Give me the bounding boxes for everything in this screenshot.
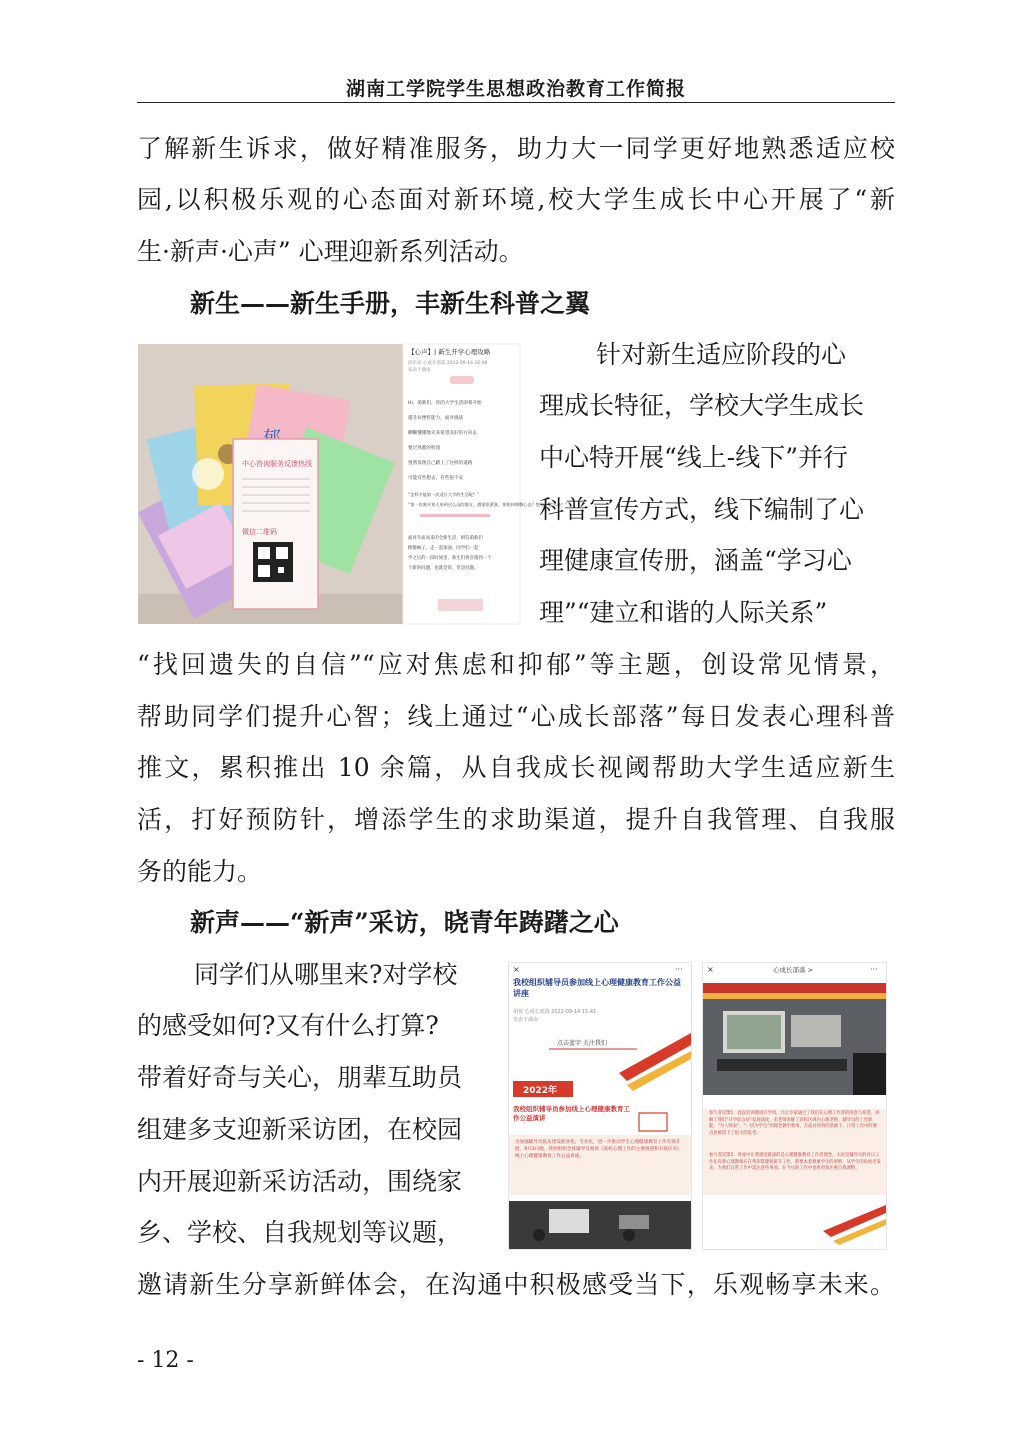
handbook-photo-art (138, 344, 568, 624)
paragraph-line: 科普宣传方式，线下编制了心 (539, 495, 865, 524)
paragraph-line: 活，打好预防针，增添学生的求助渠道，提升自我管理、自我服 (137, 805, 895, 834)
paragraph-line: 中心特开展“线上-线下”并行 (539, 443, 849, 472)
paragraph-line: 的感受如何?又有什么打算? (137, 1011, 439, 1040)
article-meta: 邱乐乐 心成长部落 2022-09-14 16:08 (408, 361, 488, 366)
article-line: 糊糊懂懂地未来希望美好的方向去 (408, 431, 477, 436)
handbook-photo (138, 344, 568, 624)
article-line: 学之后的一段时间里，新生们将会遇到一个 (408, 556, 492, 561)
section-heading-xinsheng: 新生——新生手册，丰新生科普之翼 (190, 289, 591, 318)
feedback-body-2: 参与者反馈2：讲座中让我感受最深的是心理健康教育工作者理念，大论是辅导员的对日工作还有新心理教师应在帮你搭建新研开工作，都要本着尊重学生的原则，从学生的角度出发来，为我们日常工作中需注意些事项。在今后的工作中也将更加注重自我调整。 (709, 1153, 881, 1171)
article-line: 要过熟悉的校园 (408, 446, 441, 451)
page-number: - 12 - (137, 1348, 194, 1373)
paragraph-line: 园,以积极乐观的心态面对新环境,校大学生成长中心开展了“新 (137, 185, 895, 214)
paragraph-line: 内开展迎新采访活动，围绕家 (137, 1167, 463, 1196)
lecture-article-body: 为加强辅导员队伍建设职业化、专业化，进一步推动学生心理健康教育工作有效开展，9月3日晚，我校组织全体辅导员观看《高校心理工作的主要困惑和有效应对》线上心理健康教育工作公益讲座。 (515, 1140, 682, 1159)
paragraph-line: 理成长特征，学校大学生成长 (539, 391, 865, 420)
close-icon: × (513, 965, 520, 974)
lecture-article-screenshot (508, 962, 692, 1250)
feedback-article-screenshot (702, 962, 887, 1250)
paragraph-line: 务的能力。 (137, 857, 263, 886)
paragraph-line: 同学们从哪里来?对学校 (194, 960, 458, 989)
booklet-title: 中心咨询服务反馈热线 (242, 460, 312, 468)
header-rule (137, 102, 895, 103)
paragraph-line: 帮助同学们提升心智；线上通过“心成长部落”每日发表心理科普 (137, 702, 895, 731)
feedback-article-title: 心成长部落 > (773, 966, 814, 974)
section-heading-xinsheng-interview: 新声——“新声”采访，晓青年踌躇之心 (190, 908, 619, 937)
lecture-article-location: 发表于湖南 (513, 1017, 539, 1023)
paragraph-line: “找回遗失的自信”“应对焦虑和抑郁”等主题，创设常见情景， (137, 650, 895, 679)
year-badge: 2022年 (523, 1086, 558, 1096)
paragraph-line: 邀请新生分享新鲜体会，在沟通中积极感受当下，乐观畅享未来。 (137, 1270, 895, 1299)
page-header-title: 湖南工学院学生思想政治教育工作简报 (345, 78, 686, 100)
lecture-article-art (509, 963, 691, 1249)
paragraph-line: 生·新声·心声” 心理迎新系列活动。 (137, 237, 524, 266)
article-line: 提升抗挫折能力，面对挑战 (408, 416, 464, 421)
article-line: 悦然发现自己踏上了这样的道路 (408, 461, 473, 466)
article-line: 撸撸袖子，走一起加油，同学们一起 (408, 546, 479, 551)
article-line: “怎样才能第一次适应大学的生活呢？” (408, 492, 480, 497)
paragraph-line: 乡、学校、自我规划等议题， (137, 1218, 463, 1247)
paragraph-line: 带着好奇与关心，朋辈互助员 (137, 1063, 463, 1092)
lecture-banner: 我校组织辅导员参加线上心理健康教育工作公益演讲 (513, 1105, 630, 1122)
article-line: 个新的问题，也就是说，但是问题。 (408, 566, 479, 571)
article-line: Hi，萌新们，你的大学生活即将开始 (408, 401, 482, 406)
paragraph-line: 理健康宣传册，涵盖“学习心 (539, 546, 852, 575)
article-line: 面对升面而来的全新生活，相信萌新们 (408, 536, 483, 541)
follow-banner: 点击蓝字 关注我们 (557, 1040, 607, 1047)
more-icon: ··· (675, 965, 683, 974)
paragraph-line: 理”“建立和谐的人际关系” (539, 598, 828, 627)
article-line: “第一次离开家人来到这么远的地方，感觉很紧张，要如何调整心态？想家了怎么办？” (408, 502, 568, 507)
paragraph-line: 了解新生诉求，做好精准服务，助力大一同学更好地熟悉适应校 (137, 134, 895, 163)
feedback-body-1: 参与者反馈1：此次培训邀请开学周，几位专家通过了我们在心理工作者的困惑与希望，讲解了我们“开学综合症”发现高度，来老师讲解了高校区域内心理老师、辅导员的工作职能，“为人师表”，“一切为学生”的理念教学新岗，在面对咨询的基础下，日常工作中的要点也被留下了很大的思考。 (709, 1111, 880, 1136)
more-icon: ··· (870, 965, 878, 974)
article-title: 【心声】| 新生开学心理攻略 (408, 348, 491, 356)
lecture-article-meta: 胡悦 心成长部落 2022-09-14 15:41 (513, 1009, 597, 1015)
article-line: 可能有些想去，有些很不安 (408, 476, 464, 481)
paragraph-line: 针对新生适应阶段的心 (596, 340, 847, 369)
paragraph-line: 组建多支迎新采访团，在校园 (137, 1115, 463, 1144)
lecture-article-title: 我校组织辅导员参加线上心理健康教育工作公益讲座 (513, 978, 681, 998)
close-icon: × (707, 965, 714, 974)
article-location: 发表于湖南 (408, 368, 431, 373)
paragraph-line: 推文，累积推出 10 余篇，从自我成长视阈帮助大学生适应新生 (137, 753, 895, 782)
booklet-qr-label: 微信二维码 (242, 528, 277, 536)
feedback-article-art (703, 963, 886, 1249)
